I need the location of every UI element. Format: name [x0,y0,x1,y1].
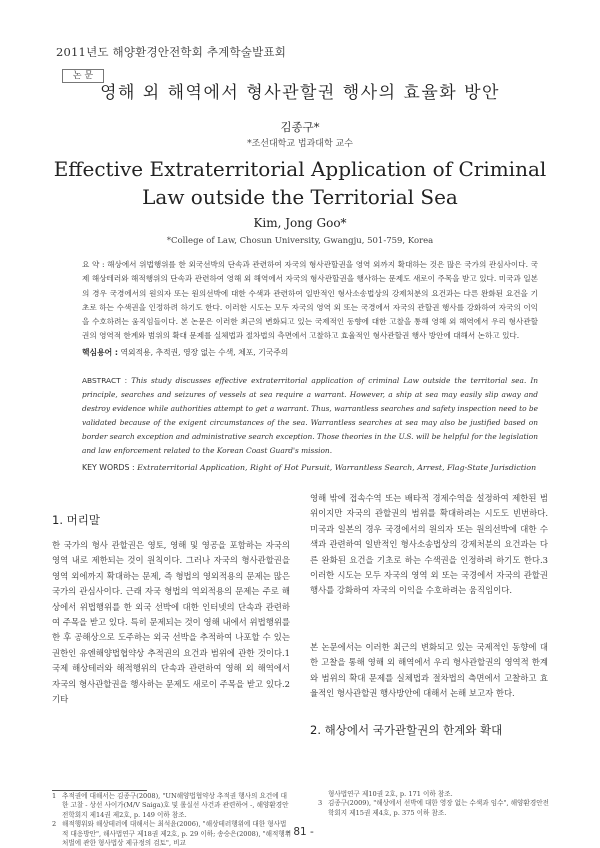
section-1-body: 한 국가의 형사 관할권은 영토, 영해 및 영공을 포함하는 자국의 영역 내로 제한되는 것이 원칙이다. 그러나 자국의 형사관할권을 영역 외에까지 확대하는 문제, 즉 형법의 영외적용의 문제는 많은 국가의 관심사이다. 근래 자국 형법의 역외적용의 문제는 주로 해상에서 위법행위를 한 외국 선박에 대한 인터넷의 단속과 관련하여 주목을 받고 있다. 특히 문제되는 것이 영해 내에서 위법행위를 한 후 공해상으로 도주하는 외국 선박을 추적하여 나포할 수 있는 권한인 유엔해양법협약상 추적권의 요건과 범위에 관한 것이다.1 국제 해상테러와 해적행위의 단속과 관련하여 영해 외 해역에서 자국의 형사관할권을 행사하는 문제도 새로이 주목을 받고 있다.2 기타 [52,540,290,705]
affiliation-korean: *조선대학교 법과대학 교수 [247,139,353,149]
footnote [318,799,552,818]
keywords-english [82,463,538,472]
abstract-korean [82,258,538,344]
footnote [52,792,292,820]
footnote-text: 형사법연구 제10권 2호, p. 171 이하 참조. [328,790,453,798]
footnote-text: 추적권에 대해서는 김종구(2008), "UN해양법협약상 추적권 행사의 요건에 대한 고찰 - 상선 사이가(M/V Saiga)호 및 롤실선 사건과 관련하여 -, 해양환경안전학회지 제14권 제2호, p. 149 이하 참조. [62,792,289,819]
author-korean: 김종구* [280,120,320,134]
footnote-number [318,790,328,799]
footnote-number: 3 [318,799,323,808]
abstract-korean-text: 해상에서 위법행위를 한 외국선박의 단속과 관련하여 자국의 형사관할권을 영역 외까지 확대하는 것은 많은 국가의 관심사이다. 국제 해상테러와 해적행위의 단속과 관련하여 영해 외 해역에서 자국의 형사관할권을 행사하는 문제도 새로이 주목을 받고 있다. 미국과 일본의 경우 국경에서의 원의자 또는 원의선박에 대한 수색과 관련하여 일반적인 형사소송법상의 강제처분의 요건과는 다른 완화된 요건을 기초로 하는 수색권을 인정하려 하기도 한다. 이러한 시도는 모두 자국의 영역 외 또는 국경에서 자국의 관할권 행사를 강화하여 자국의 이익을 수호하려는 움직임들이다. 본 논문은 이러한 최근의 변화되고 있는 국제적인 동향에 대한 고찰을 통해 영해 외 해역에서 우리 형사관할권의 영역적 한계와 범위의 확대 문제를 실체법과 절차법의 측면에서 고찰하고 효율적인 형사관할권 행사 방안에 대해서 논하고 있다. [82,260,538,341]
affiliation-english: *College of Law, Chosun University, Gwangju, 501-759, Korea [166,236,434,246]
footnotes-left [52,792,292,848]
keywords-english-text: Extraterritorial Application, Right of Hot Pursuit, Warrantless Search, Arrest, Flag-State Jurisdiction [137,463,537,472]
footnote [318,790,552,799]
abstract-english-label: ABSTRACT : [82,376,128,385]
abstract-english-text: This study discusses effective extraterritorial application of criminal Law outside the territorial sea. In principle, searches and seizures of vessels at sea require a warrant. However, a ship at sea may easily slip away and destroy evidence while authorities attempt to get a warrant. Thus, warrantless searches and safety inspection need to be validated because of the exigent circumstances of the sea. Warrantless searches at sea may also be justified based on border search exception and administrative search exception. Those theories in the U.S. will be helpful for the legislation and law enforcement related to the Korean Coast Guard's mission. [82,376,539,456]
footnote-divider [52,790,147,791]
footnotes-right [318,790,552,818]
title-english: Effective Extraterritorial Application of Criminal Law outside the Territorial Sea [53,157,547,209]
section-1-closing-paragraph: 본 논문에서는 이러한 최근의 변화되고 있는 국제적인 동향에 대한 고찰을 통해 영해 외 해역에서 우리 형사관할권의 영역적 한계와 범위의 확대 문제를 실체법과 절차법의 측면에서 고찰하고 효율적인 형사관할권 행사방안에 대해서 논해 보고자 한다. [310,642,548,699]
footnote-number: 2 [52,820,57,829]
author-english: Kim, Jong Goo* [253,216,347,230]
article-type-label: 논 문 [62,69,104,83]
footnote-text: 김종구(2009), "해상에서 선박에 대한 영장 없는 수색과 임수", 해양환경안전학회지 제15권 제4호, p. 375 이하 참조. [328,799,549,817]
title-korean: 영해 외 해역에서 형사관할권 행사의 효율화 방안 [100,83,500,103]
page-number: - 81 - [286,826,314,838]
section-1-continued: 영해 밖에 접속수역 또는 배타적 경제수역을 설정하여 제한된 범위이지만 자국의 관할권의 범위를 확대하려는 시도도 빈번하다. 미국과 일본의 경우 국경에서의 원의자 또는 원의선박에 대한 수색과 관련하여 일반적인 형사소송법상의 강제처분의 요건과는 다른 완화된 요건을 기초로 하는 수색권을 인정하려 하기도 한다.3 이러한 시도는 모두 자국의 영역 외 또는 국경에서 자국의 관할권 행사를 강화하여 자국의 이익을 수호하려는 움직임이다. [310,493,548,596]
abstract-english [82,374,538,459]
journal-header: 2011년도 해양환경안전학회 추계학술발표회 [56,45,287,59]
keywords-korean-label: 핵심용어 : [82,348,118,357]
footnote-text: 해적행위와 해상테러에 대해서는 최석윤(2006), "해상테러행위에 대한 형사법적 대응방안", 해사법연구 제18권 제2호, p. 29 이하; 송승은(2008), "해적행위 처벌에 관한 형사법상 제규정의 검토", 비교 [62,820,292,848]
section-1-heading: 1. 머리말 [52,513,100,527]
keywords-korean-text: 역외적용, 추적권, 영장 없는 수색, 체포, 기국주의 [120,348,289,357]
keywords-korean [82,347,538,358]
footnote-number: 1 [52,792,57,800]
section-2-heading: 2. 해상에서 국가관할권의 한계와 확대 [310,723,503,737]
keywords-english-label: KEY WORDS : [82,463,135,472]
abstract-korean-label: 요 약 : [82,260,105,269]
